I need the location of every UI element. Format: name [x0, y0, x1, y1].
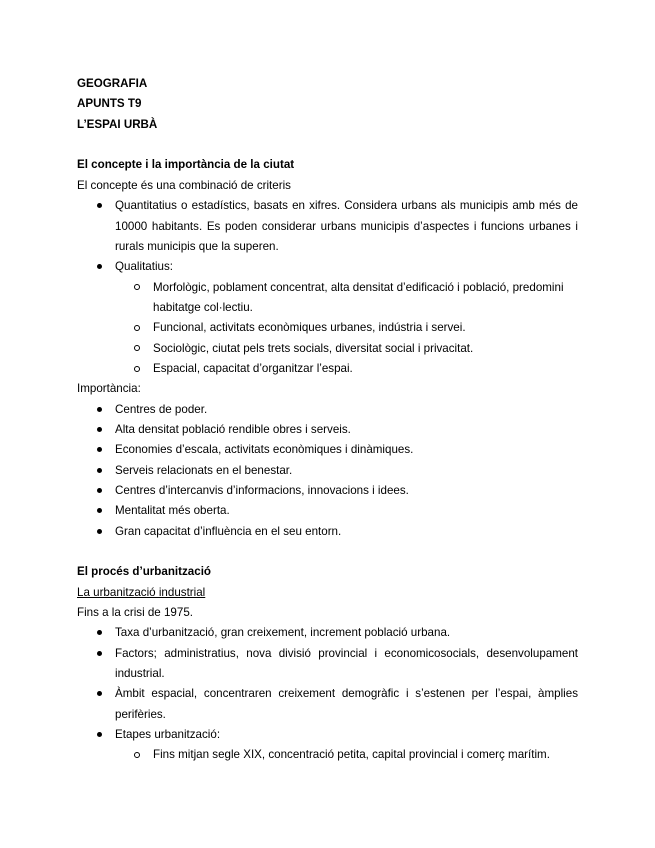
subheading-industrial: La urbanització industrial — [77, 586, 206, 599]
factors-line-1: Factors; administratius, nova divisió provincial i economicosocials, desenvolupament — [115, 647, 578, 660]
quantitative-line-1: Quantitatius o estadístics, basats en xifres. Considera urbans als municipis amb més de — [115, 199, 578, 212]
section-heading-concept: El concepte i la importància de la ciutat — [77, 158, 295, 171]
scope-line-1: Àmbit espacial, concentraren creixement demogràfic i s’estenen per l’espai, àmplies — [115, 687, 578, 700]
morphological-line-1: Morfològic, poblament concentrat, alta densitat d’edificació i població, predomini — [153, 281, 564, 294]
bullet-icon — [97, 407, 102, 412]
unit-title: APUNTS T9 — [77, 97, 142, 110]
quantitative-line-3: rurals municipis que la superen. — [115, 240, 279, 253]
importance-label: Importància: — [77, 382, 141, 395]
bullet-icon — [97, 732, 102, 737]
bullet-icon — [97, 203, 102, 208]
sociological-item: Sociològic, ciutat pels trets socials, diversitat social i privacitat. — [153, 342, 474, 355]
circle-bullet-icon — [134, 752, 140, 758]
scope-line-2: perifèries. — [115, 708, 166, 721]
circle-bullet-icon — [134, 284, 140, 290]
importance-item: Serveis relacionats en el benestar. — [115, 464, 293, 477]
bullet-icon — [97, 447, 102, 452]
section-heading-urbanization: El procés d’urbanització — [77, 565, 212, 578]
bullet-icon — [97, 630, 102, 635]
importance-item: Centres d’intercanvis d’informacions, innovacions i idees. — [115, 484, 409, 497]
importance-item: Centres de poder. — [115, 403, 208, 416]
qualitative-label: Qualitatius: — [115, 260, 173, 273]
bullet-icon — [97, 529, 102, 534]
circle-bullet-icon — [134, 345, 140, 351]
bullet-icon — [97, 427, 102, 432]
bullet-icon — [97, 264, 102, 269]
quantitative-line-2: 10000 habitants. Es poden considerar urbans municipis d’aspectes i funcions urbanes i — [115, 220, 578, 233]
industrial-intro: Fins a la crisi de 1975. — [77, 606, 193, 619]
bullet-icon — [97, 508, 102, 513]
circle-bullet-icon — [134, 366, 140, 372]
topic-title: L’ESPAI URBÀ — [77, 118, 158, 131]
circle-bullet-icon — [134, 325, 140, 331]
rate-item: Taxa d’urbanització, gran creixement, increment població urbana. — [115, 626, 451, 639]
spatial-item: Espacial, capacitat d’organitzar l’espai. — [153, 362, 353, 375]
functional-item: Funcional, activitats econòmiques urbanes, indústria i servei. — [153, 321, 466, 334]
concept-intro: El concepte és una combinació de criteris — [77, 179, 291, 192]
subject-title: GEOGRAFIA — [77, 77, 148, 90]
bullet-icon — [97, 651, 102, 656]
bullet-icon — [97, 691, 102, 696]
importance-item: Economies d’escala, activitats econòmiques i dinàmiques. — [115, 443, 414, 456]
stages-label: Etapes urbanització: — [115, 728, 221, 741]
stage-item: Fins mitjan segle XIX, concentració petita, capital provincial i comerç marítim. — [153, 748, 550, 761]
morphological-line-2: habitatge col·lectiu. — [153, 301, 253, 314]
importance-item: Alta densitat població rendible obres i serveis. — [115, 423, 351, 436]
importance-item: Mentalitat més oberta. — [115, 504, 230, 517]
importance-item: Gran capacitat d’influència en el seu entorn. — [115, 525, 342, 538]
bullet-icon — [97, 468, 102, 473]
factors-line-2: industrial. — [115, 667, 165, 680]
bullet-icon — [97, 488, 102, 493]
